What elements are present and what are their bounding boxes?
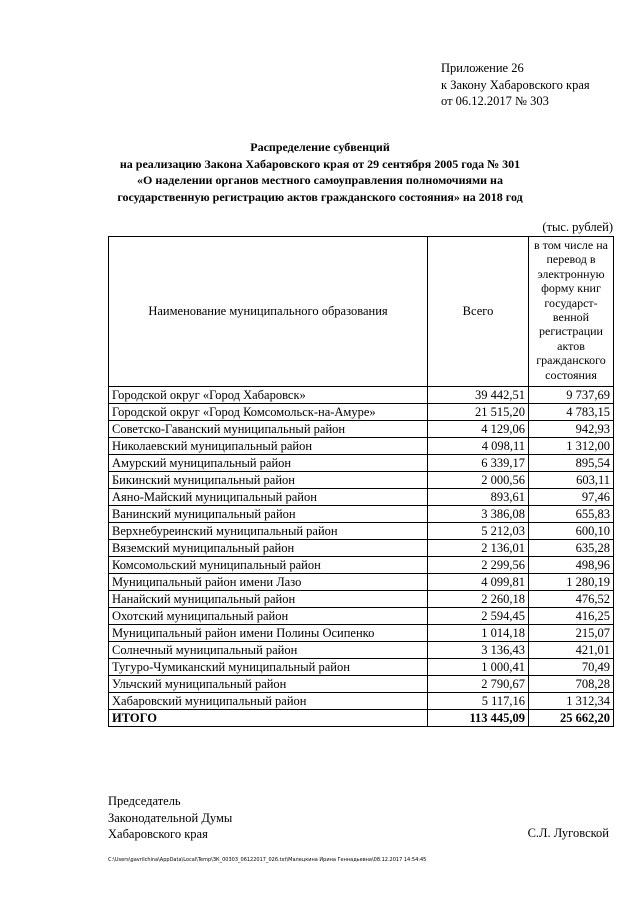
signature-line-1: Председатель [108, 794, 181, 808]
cell-transfer: 97,46 [529, 489, 614, 506]
cell-name: Муниципальный район имени Лазо [109, 574, 428, 591]
cell-total: 2 299,56 [428, 557, 529, 574]
cell-total: 893,61 [428, 489, 529, 506]
cell-name: Муниципальный район имени Полины Осипенко [109, 625, 428, 642]
appendix-line-law: к Закону Хабаровского края [441, 77, 590, 92]
cell-name: Городской округ «Город Комсомольск-на-Амуре» [109, 404, 428, 421]
table-row [109, 608, 614, 625]
cell-name: Хабаровский муниципальный район [109, 693, 428, 710]
table-row [109, 676, 614, 693]
table-row [109, 387, 614, 404]
title-line-2: на реализацию Закона Хабаровского края от 29 сентября 2005 года № 301 [119, 156, 521, 171]
cell-total: 2 790,67 [428, 676, 529, 693]
cell-name: Верхнебуреинский муниципальный район [109, 523, 428, 540]
cell-total: 2 136,01 [428, 540, 529, 557]
table-row [109, 693, 614, 710]
cell-transfer: 215,07 [529, 625, 614, 642]
table-row [109, 455, 614, 472]
cell-transfer: 421,01 [529, 642, 614, 659]
table-row [109, 557, 614, 574]
cell-total: 1 000,41 [428, 659, 529, 676]
table-row [109, 472, 614, 489]
appendix-line-date: от 06.12.2017 № 303 [441, 94, 549, 108]
cell-total: 3 386,08 [428, 506, 529, 523]
cell-transfer: 708,28 [529, 676, 614, 693]
table-row [109, 506, 614, 523]
cell-name: Ванинский муниципальный район [109, 506, 428, 523]
appendix-line-number: Приложение 26 [441, 61, 524, 75]
header-total: Всего [428, 237, 529, 387]
cell-name: Охотский муниципальный район [109, 608, 428, 625]
cell-name: Ульчский муниципальный район [109, 676, 428, 693]
cell-transfer: 476,52 [529, 591, 614, 608]
cell-name: Комсомольский муниципальный район [109, 557, 428, 574]
signature-block [108, 793, 232, 843]
cell-transfer: 9 737,69 [529, 387, 614, 404]
cell-total: 1 014,18 [428, 625, 529, 642]
header-transfer: в том числе на перевод в электронную форму книг государст-венной регистрации актов гражданского состояния [529, 237, 614, 387]
cell-total: 4 129,06 [428, 421, 529, 438]
cell-name: Бикинский муниципальный район [109, 472, 428, 489]
cell-name: Солнечный муниципальный район [109, 642, 428, 659]
cell-transfer: 416,25 [529, 608, 614, 625]
cell-transfer: 1 280,19 [529, 574, 614, 591]
cell-transfer: 655,83 [529, 506, 614, 523]
cell-name: Тугуро-Чумиканский муниципальный район [109, 659, 428, 676]
cell-total: 4 098,11 [428, 438, 529, 455]
cell-total: 21 515,20 [428, 404, 529, 421]
table-row [109, 489, 614, 506]
units-label: (тыс. рублей) [542, 220, 613, 234]
title-line-4: государственную регистрацию актов гражданского состояния» на 2018 год [117, 189, 523, 204]
cell-name: Нанайский муниципальный район [109, 591, 428, 608]
signer-name: С.Л. Луговской [527, 826, 609, 840]
cell-transfer: 600,10 [529, 523, 614, 540]
table-row [109, 523, 614, 540]
cell-name: Амурский муниципальный район [109, 455, 428, 472]
table-total-row [109, 710, 614, 727]
title-line-1: Распределение субвенций [250, 140, 390, 154]
table-body [109, 387, 614, 727]
cell-total: 4 099,81 [428, 574, 529, 591]
cell-total: 2 260,18 [428, 591, 529, 608]
cell-transfer: 1 312,00 [529, 438, 614, 455]
signature-line-3: Хабаровского края [108, 827, 208, 841]
cell-transfer: 635,28 [529, 540, 614, 557]
cell-total: 3 136,43 [428, 642, 529, 659]
appendix-reference [441, 60, 590, 110]
cell-transfer: 70,49 [529, 659, 614, 676]
cell-name: Аяно-Майский муниципальный район [109, 489, 428, 506]
cell-transfer: 942,93 [529, 421, 614, 438]
cell-total: 6 339,17 [428, 455, 529, 472]
title-line-3: «О наделении органов местного самоуправления полномочиями на [137, 173, 503, 187]
file-path-footer: C:\Users\gavrilchina\AppData\Local\Temp\ЗК_00303_06122017_026.txt\Малецкина Ирина Геннадьевна\08.12.2017 14:54:45 [108, 857, 427, 863]
table-row [109, 591, 614, 608]
table-row [109, 438, 614, 455]
table-row [109, 540, 614, 557]
cell-transfer: 498,96 [529, 557, 614, 574]
table-row [109, 642, 614, 659]
table-row [109, 421, 614, 438]
cell-total: 39 442,51 [428, 387, 529, 404]
cell-transfer: 4 783,15 [529, 404, 614, 421]
cell-total: 113 445,09 [428, 710, 529, 727]
cell-name: Советско-Гаванский муниципальный район [109, 421, 428, 438]
cell-transfer: 895,54 [529, 455, 614, 472]
header-name: Наименование муниципального образования [109, 237, 428, 387]
cell-total: 5 117,16 [428, 693, 529, 710]
cell-name: Городской округ «Город Хабаровск» [109, 387, 428, 404]
subsidy-table [108, 236, 614, 727]
cell-name: Николаевский муниципальный район [109, 438, 428, 455]
table-row [109, 625, 614, 642]
table-row [109, 659, 614, 676]
table-row [109, 404, 614, 421]
cell-name: Вяземский муниципальный район [109, 540, 428, 557]
cell-total: 5 212,03 [428, 523, 529, 540]
document-title [88, 139, 552, 205]
cell-name: ИТОГО [109, 710, 428, 727]
cell-total: 2 000,56 [428, 472, 529, 489]
table-row [109, 574, 614, 591]
table-header-row [109, 237, 614, 387]
cell-transfer: 603,11 [529, 472, 614, 489]
cell-transfer: 1 312,34 [529, 693, 614, 710]
cell-total: 2 594,45 [428, 608, 529, 625]
signature-line-2: Законодательной Думы [108, 810, 233, 825]
cell-transfer: 25 662,20 [529, 710, 614, 727]
